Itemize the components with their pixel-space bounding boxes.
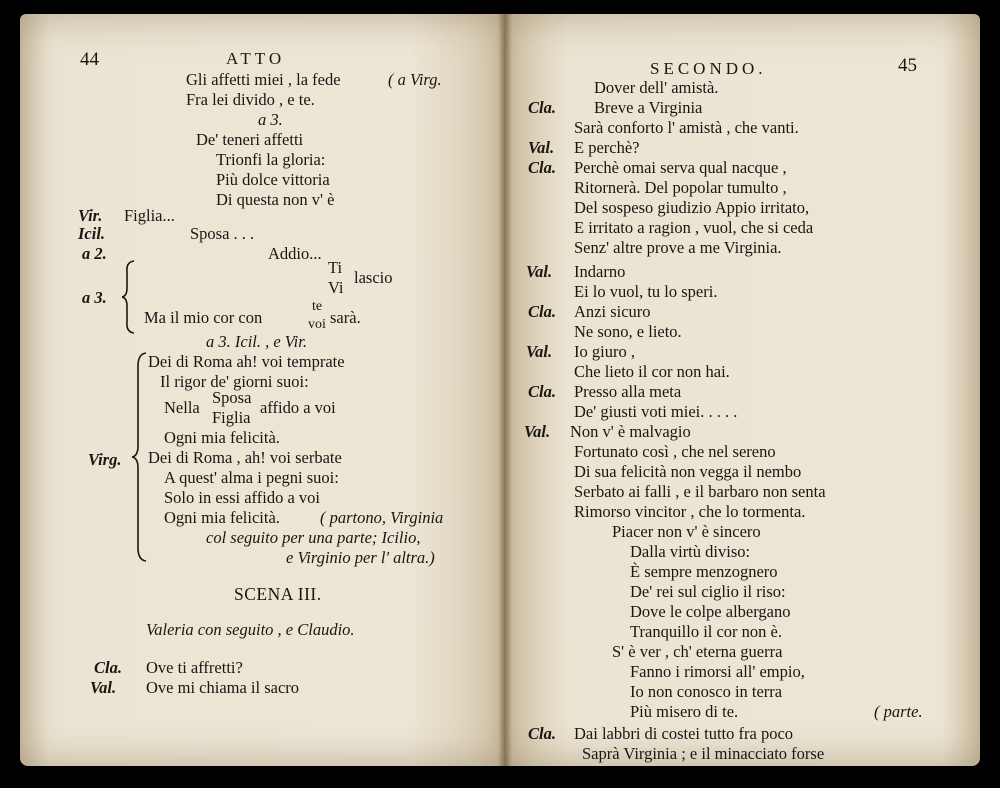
verse-line: Ogni mia felicità. (164, 508, 280, 527)
speaker-name: Val. (526, 262, 553, 281)
verse-line: Solo in essi affido a voi (164, 488, 320, 507)
speaker-name: Virg. (88, 450, 122, 469)
stage-direction: ( parte. (874, 702, 923, 721)
verse-line: affido a voi (260, 398, 336, 417)
verse-line: sarà. (330, 308, 361, 327)
verse-line: E perchè? (574, 138, 640, 157)
speaker-name: Val. (90, 678, 117, 697)
speaker-name: Cla. (528, 98, 556, 117)
speaker-name: Icil. (78, 224, 106, 243)
speaker-name: a 3. (82, 288, 107, 307)
stage-direction: col seguito per una parte; Icilio, (206, 528, 421, 547)
verse-line: Ma il mio cor con (144, 308, 263, 327)
stacked-word: Vi (328, 278, 344, 297)
verse-line: Saprà Virginia ; e il minacciato forse (582, 744, 825, 763)
stage-direction: ( a Virg. (388, 70, 442, 89)
speaker-name: Cla. (528, 302, 556, 321)
speaker-name: Cla. (528, 724, 556, 743)
verse-line: Addio... (268, 244, 322, 263)
verse-line: Dei di Roma , ah! voi serbate (148, 448, 342, 467)
verse-line: Presso alla meta (574, 382, 682, 401)
running-header-left: ATTO (226, 49, 286, 68)
verse-line: Trionfi la gloria: (216, 150, 326, 169)
verse-line: Anzi sicuro (574, 302, 651, 321)
verse-line: Dei di Roma ah! voi temprate (148, 352, 345, 371)
verse-line: De' teneri affetti (196, 130, 304, 149)
page-number-right: 45 (898, 55, 917, 76)
verse-line: Breve a Virginia (594, 98, 703, 117)
verse-line: De' giusti voti miei. . . . . (574, 402, 738, 421)
verse-line: Senz' altre prove a me Virginia. (574, 238, 782, 257)
verse-line: Di sua felicità non vegga il nembo (574, 462, 802, 481)
stacked-word: te (312, 299, 323, 314)
verse-line: Di questa non v' è (216, 190, 335, 209)
verse-line: Ne sono, e lieto. (574, 322, 682, 341)
verse-line: Piacer non v' è sincero (612, 522, 761, 541)
verse-line: È sempre menzognero (630, 562, 778, 581)
verse-line: Dai labbri di costei tutto fra poco (574, 724, 794, 743)
verse-line: lascio (354, 268, 393, 287)
speaker-name: Cla. (94, 658, 122, 677)
stage-direction: ( partono, Virginia (320, 508, 444, 527)
verse-line: Ove mi chiama il sacro (146, 678, 300, 697)
right-page-text (504, 14, 980, 766)
left-long-curly-brace (132, 352, 148, 562)
page-number-left: 44 (80, 49, 99, 70)
verse-line: Il rigor de' giorni suoi: (160, 372, 309, 391)
verse-line: Rimorso vincitor , che lo tormenta. (574, 502, 806, 521)
verse-line: Non v' è malvagio (570, 422, 691, 441)
verse-line: Ei lo vuol, tu lo speri. (574, 282, 718, 301)
verse-line: A quest' alma i pegni suoi: (164, 468, 339, 487)
stacked-word: Sposa (212, 388, 252, 407)
scene-title: SCENA III. (234, 584, 322, 604)
verse-line: Fortunato così , che nel sereno (574, 442, 776, 461)
verse-line: Più dolce vittoria (216, 170, 330, 189)
stacked-word: voi (308, 317, 326, 332)
left-curly-brace (122, 260, 136, 334)
verse-line: S' è ver , ch' eterna guerra (612, 642, 783, 661)
speaker-name: Val. (526, 342, 553, 361)
verse-line: Fra lei divido , e te. (186, 90, 315, 109)
verse-line: Figlia... (124, 206, 175, 225)
verse-line: Sarà conforto l' amistà , che vanti. (574, 118, 799, 137)
speaker-name: Vir. (78, 206, 103, 225)
verse-line: Dove le colpe albergano (630, 602, 791, 621)
verse-line: De' rei sul ciglio il riso: (630, 582, 786, 601)
running-header-right: SECONDO. (650, 59, 767, 78)
verse-line: E irritato a ragion , vuol, che si ceda (574, 218, 814, 237)
verse-line: Del sospeso giudizio Appio irritato, (574, 198, 810, 217)
verse-line: Che lieto il cor non hai. (574, 362, 730, 381)
verse-line: Più misero di te. (630, 702, 739, 721)
verse-line: Io giuro , (574, 342, 635, 361)
stacked-word: Ti (328, 258, 343, 277)
verse-line: Io non conosco in terra (630, 682, 783, 701)
verse-line: Fanno i rimorsi all' empio, (630, 662, 805, 681)
verse-line: Ritornerà. Del popolar tumulto , (574, 178, 787, 197)
scene-characters: Valeria con seguito , e Claudio. (146, 620, 355, 639)
stage-direction: e Virginio per l' altra.) (286, 548, 435, 567)
verse-line: Ove ti affretti? (146, 658, 243, 677)
verse-line: Sposa . . . (190, 224, 255, 243)
verse-line: Tranquillo il cor non è. (630, 622, 783, 641)
left-page (20, 14, 506, 766)
verse-line: Ogni mia felicità. (164, 428, 280, 447)
speaker-name: a 2. (82, 244, 107, 263)
verse-line: Nella (164, 398, 200, 417)
verse-line: Perchè omai serva qual nacque , (574, 158, 787, 177)
speaker-name: Cla. (528, 158, 556, 177)
stacked-word: Figlia (212, 408, 251, 427)
speaker-name: Val. (528, 138, 555, 157)
verse-line: Dover dell' amistà. (594, 78, 719, 97)
open-book (20, 14, 980, 766)
verse-line: Gli affetti miei , la fede (186, 70, 341, 89)
chorus-marker: a 3. (258, 110, 283, 129)
verse-line: Indarno (574, 262, 626, 281)
verse-line: Serbato ai falli , e il barbaro non senta (574, 482, 826, 501)
speaker-name: Val. (524, 422, 551, 441)
verse-line: Dalla virtù diviso: (630, 542, 751, 561)
stage-direction: a 3. Icil. , e Vir. (206, 332, 307, 351)
speaker-name: Cla. (528, 382, 556, 401)
